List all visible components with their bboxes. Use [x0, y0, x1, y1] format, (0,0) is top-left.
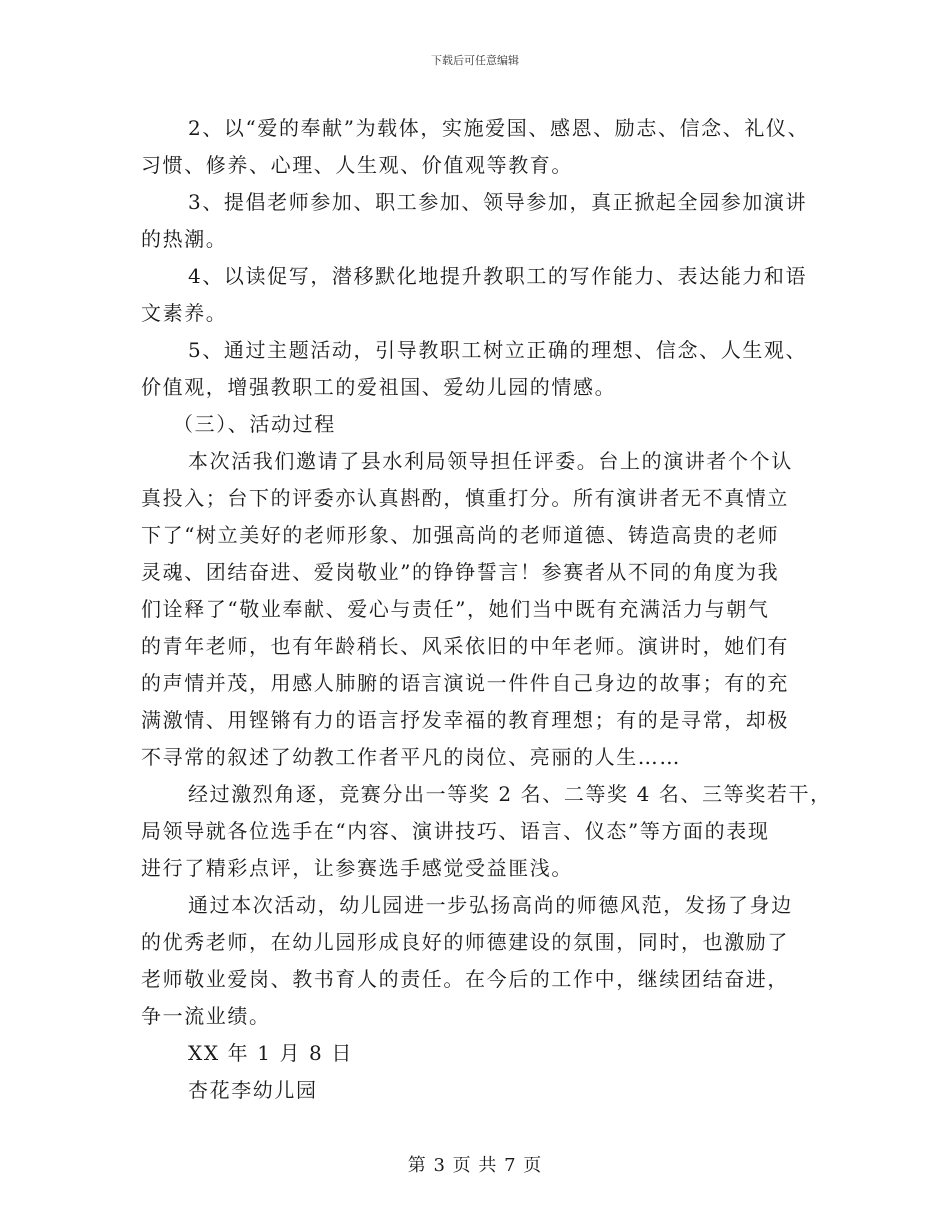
signature-date: XX 年 1 月 8 日 — [188, 1041, 353, 1065]
text-line: 进行了精彩点评，让参赛选手感觉受益匪浅。 — [141, 856, 573, 880]
text-line: 本次活我们邀请了县水利局领导担任评委。台上的演讲者个个认 — [188, 449, 793, 473]
text-line: 5、通过主题活动，引导教职工树立正确的理想、信念、人生观、 — [188, 338, 808, 362]
text-line: 2、以“爱的奉献”为载体，实施爱国、感恩、励志、信念、礼仪、 — [188, 116, 810, 140]
text-line: 老师敬业爱岗、教书育人的责任。在今后的工作中，继续团结奋进， — [141, 967, 789, 991]
text-line: 习惯、修养、心理、人生观、价值观等教育。 — [141, 153, 573, 177]
section-heading: （三）、活动过程 — [173, 412, 336, 436]
text-line: 下了“树立美好的老师形象、加强高尚的老师道德、铸造高贵的老师 — [141, 523, 780, 547]
text-line: 争一流业绩。 — [141, 1004, 271, 1028]
text-line: 灵魂、团结奋进、爱岗敬业”的铮铮誓言！参赛者从不同的角度为我 — [141, 560, 780, 584]
text-line: 不寻常的叙述了幼教工作者平凡的岗位、亮丽的人生…… — [141, 745, 681, 769]
text-line: 3、提倡老师参加、职工参加、领导参加，真正掀起全园参加演讲 — [188, 190, 808, 214]
text-line: 真投入；台下的评委亦认真斟酌，慎重打分。所有演讲者无不真情立 — [141, 486, 789, 510]
text-line: 文素养。 — [141, 301, 228, 325]
signature-organization: 杏花李幼儿园 — [188, 1078, 318, 1102]
text-line: 满激情、用铿锵有力的语言抒发幸福的教育理想；有的是寻常，却极 — [141, 708, 789, 732]
text-line: 的声情并茂，用感人肺腑的语言演说一件件自己身边的故事；有的充 — [141, 671, 789, 695]
page-number: 第 3 页 共 7 页 — [407, 1155, 543, 1176]
text-line: 们诠释了“敬业奉献、爱心与责任”，她们当中既有充满活力与朝气 — [141, 597, 770, 621]
text-line: 的热潮。 — [141, 227, 228, 251]
text-line: 的青年老师，也有年龄稍长、风采依旧的中年老师。演讲时，她们有 — [141, 634, 789, 658]
text-line: 价值观，增强教职工的爱祖国、爱幼儿园的情感。 — [141, 375, 617, 399]
text-line: 通过本次活动，幼儿园进一步弘扬高尚的师德风范，发扬了身边 — [188, 893, 793, 917]
text-line: 经过激烈角逐，竞赛分出一等奖 2 名、二等奖 4 名、三等奖若干， — [188, 782, 832, 806]
page-header: 下载后可任意编辑 — [431, 54, 519, 67]
text-line: 的优秀老师，在幼儿园形成良好的师德建设的氛围，同时，也激励了 — [141, 930, 789, 954]
text-line: 4、以读促写，潜移默化地提升教职工的写作能力、表达能力和语 — [188, 264, 808, 288]
text-line: 局领导就各位选手在“内容、演讲技巧、语言、仪态”等方面的表现 — [141, 819, 770, 843]
